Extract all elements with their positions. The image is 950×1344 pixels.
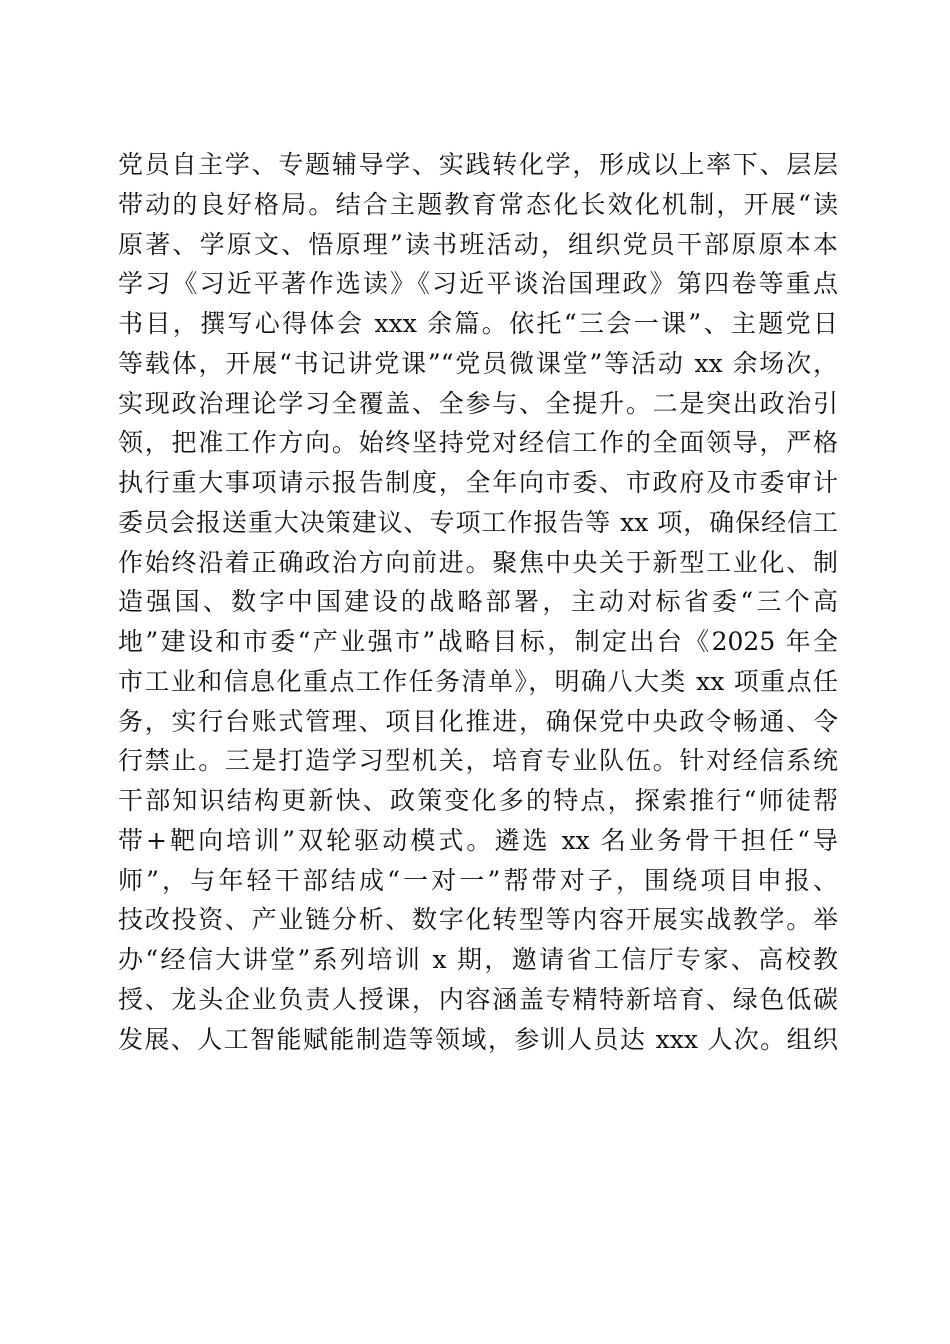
text-line: 地”建设和市委“产业强市”战略目标，制定出台《2025 年全: [118, 627, 838, 656]
text-line: 执行重大事项请示报告制度，全年向市委、市政府及市委审计: [118, 468, 838, 497]
text-line: 带动的良好格局。结合主题教育常态化长效化机制，开展“读: [118, 189, 838, 219]
text-line: 原著、学原文、悟原理”读书班活动，组织党员干部原原本本: [118, 229, 838, 259]
text-line: 市工业和信息化重点工作任务清单》，明确八大类 xx 项重点任: [118, 666, 838, 696]
text-line: 行禁止。三是打造学习型机关，培育专业队伍。针对经信系统: [118, 746, 838, 776]
text-line: 务，实行台账式管理、项目化推进，确保党中央政令畅通、令: [118, 706, 838, 736]
text-line: 作始终沿着正确政治方向前进。聚焦中央关于新型工业化、制: [118, 547, 838, 577]
text-line: 领，把准工作方向。始终坚持党对经信工作的全面领导，严格: [118, 428, 838, 458]
text-line: 师”，与年轻干部结成“一对一”帮带对子，围绕项目申报、: [118, 865, 838, 895]
text-line: 委员会报送重大决策建议、专项工作报告等 xx 项，确保经信工: [118, 507, 838, 537]
text-line: 造强国、数字中国建设的战略部署，主动对标省委“三个高: [118, 587, 838, 617]
text-line: 实现政治理论学习全覆盖、全参与、全提升。二是突出政治引: [118, 388, 838, 418]
text-line: 学习《习近平著作选读》《习近平谈治国理政》第四卷等重点: [118, 269, 838, 299]
text-line: 干部知识结构更新快、政策变化多的特点，探索推行“师徒帮: [118, 786, 838, 815]
text-line: 党员自主学、专题辅导学、实践转化学，形成以上率下、层层: [118, 150, 838, 179]
text-line: 办“经信大讲堂”系列培训 x 期，邀请省工信厅专家、高校教: [118, 945, 838, 974]
text-line: 书目，撰写心得体会 xxx 余篇。依托“三会一课”、主题党日: [118, 309, 838, 338]
text-line: 发展、人工智能赋能制造等领域，参训人员达 xxx 人次。组织: [118, 1024, 838, 1054]
text-line: 等载体，开展“书记讲党课”“党员微课堂”等活动 xx 余场次，: [118, 348, 838, 378]
body-paragraph: [118, 145, 838, 1059]
text-line: 授、龙头企业负责人授课，内容涵盖专精特新培育、绿色低碳: [118, 984, 838, 1014]
text-line: 技改投资、产业链分析、数字化转型等内容开展实战教学。举: [118, 905, 838, 935]
text-line: 带+靶向培训”双轮驱动模式。遴选 xx 名业务骨干担任“导: [118, 825, 838, 855]
